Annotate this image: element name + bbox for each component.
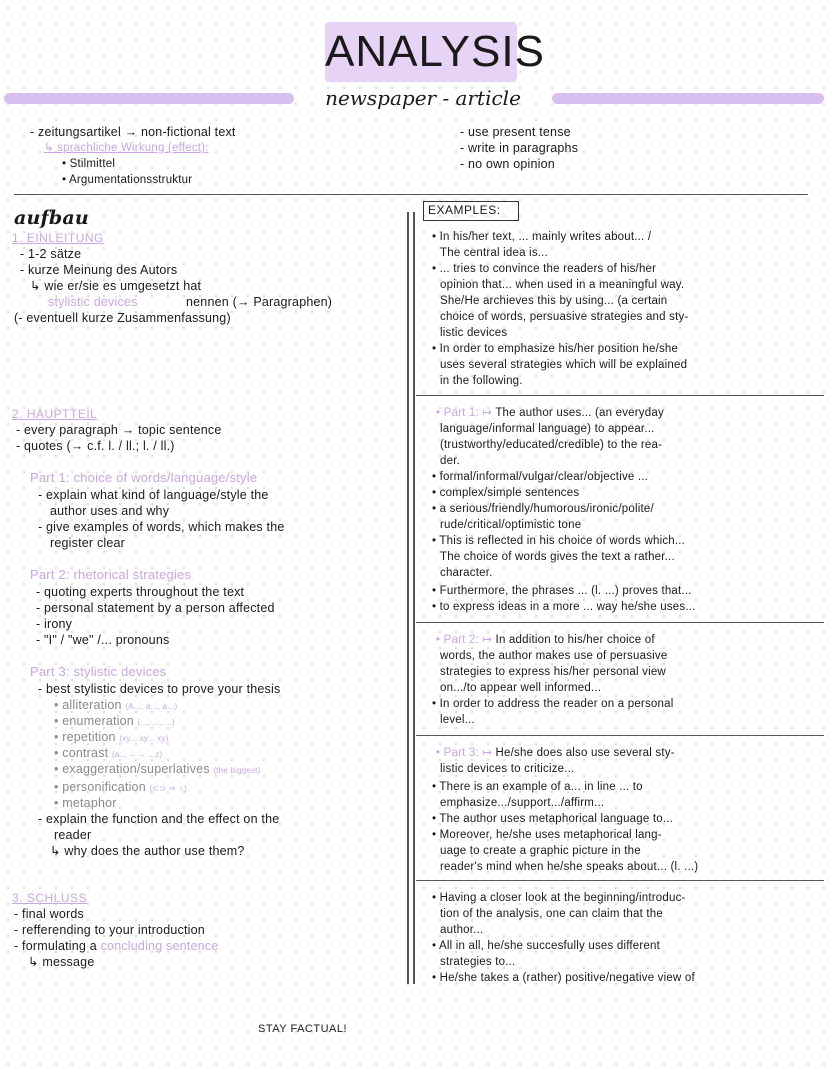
example-line: tion of the analysis, one can claim that the: [440, 908, 663, 920]
example-line: • In order to emphasize his/her position he/she: [432, 343, 679, 355]
part2-line: - quoting experts throughout the text: [36, 585, 245, 599]
part1-title: Part 1: choice of words/language/style: [30, 470, 258, 485]
example-line: • a serious/friendly/humorous/ironic/polite/: [432, 503, 654, 515]
schluss-line: - final words: [14, 907, 84, 921]
part3-tag: • Part 3: ↦: [436, 747, 493, 759]
intro-line: ↳ sprachliche Wirkung (effect):: [44, 142, 209, 154]
example-line: The choice of words gives the text a rather...: [440, 551, 675, 563]
example-line: • In his/her text, ... mainly writes about... /: [432, 231, 652, 243]
example-line: • Moreover, he/she uses metaphorical lang-: [432, 829, 662, 841]
column-divider: [407, 212, 409, 984]
device-item: • metaphor: [54, 796, 117, 810]
example-line: • Part 2: ↦ In addition to his/her choice of: [436, 634, 655, 646]
example-line: opinion that... when used in a meaningful way.: [440, 279, 685, 291]
part1-line: - give examples of words, which makes the: [38, 520, 285, 534]
part3-line: ↳ why does the author use them?: [50, 844, 245, 858]
example-line: • to express ideas in a more ... way he/she uses...: [432, 601, 696, 613]
example-line: choice of words, persuasive strategies and sty-: [440, 311, 689, 323]
example-line: author...: [440, 924, 484, 936]
example-divider: [416, 735, 824, 736]
example-line: • Part 1: ↦ The author uses... (an everyday: [436, 407, 664, 419]
device-item: • contrast (a... ←→ ...z): [54, 746, 163, 760]
example-line: She/He archieves this by using... (a certain: [440, 295, 668, 307]
example-line: • He/she takes a (rather) positive/negative view of: [432, 972, 695, 984]
part2-line: - personal statement by a person affected: [36, 601, 275, 615]
example-line: • Part 3: ↦ He/she does also use several sty-: [436, 747, 675, 759]
einleitung-title: 1. EINLEITUNG: [12, 231, 104, 245]
example-line: level...: [440, 714, 475, 726]
example-line: der.: [440, 455, 460, 467]
schluss-title: 3. SCHLUSS: [12, 891, 88, 905]
example-line: listic devices: [440, 327, 508, 339]
example-line: strategies to...: [440, 956, 516, 968]
intro-rule: - use present tense: [460, 125, 571, 139]
example-line: • This is reflected in his choice of words which...: [432, 535, 686, 547]
example-line: • In order to address the reader on a personal: [432, 698, 674, 710]
part3-line: - explain the function and the effect on the: [38, 812, 280, 826]
example-divider: [416, 395, 824, 396]
example-line: listic devices to criticize...: [440, 763, 575, 775]
example-line: uses several strategies which will be explained: [440, 359, 688, 371]
example-line: • complex/simple sentences: [432, 487, 580, 499]
example-line: The central idea is...: [440, 247, 548, 259]
example-line: in the following.: [440, 375, 523, 387]
stylistic-devices-term: stylistic devices: [48, 295, 138, 309]
schluss-line: - refferending to your introduction: [14, 923, 205, 937]
section-divider: [14, 194, 808, 195]
part2-tag: • Part 2: ↦: [436, 634, 493, 646]
part2-title: Part 2: rhetorical strategies: [30, 567, 192, 582]
example-line: • formal/informal/vulgar/clear/objective ...: [432, 471, 649, 483]
aufbau-heading: aufbau: [14, 207, 89, 229]
example-line: • Having a closer look at the beginning/introduc-: [432, 892, 686, 904]
device-item: • personification (⊂⊃ ⇒ ♀): [54, 780, 188, 794]
einleitung-line: - kurze Meinung des Autors: [20, 263, 178, 277]
device-item: • alliteration (A..., a..., a...): [54, 698, 178, 712]
part1-tag: • Part 1: ↦: [436, 407, 493, 419]
example-line: • The author uses metaphorical language to...: [432, 813, 674, 825]
part1-line: - explain what kind of language/style the: [38, 488, 269, 502]
hauptteil-line: - quotes (→ c.f. l. / ll.; l. / ll.): [16, 439, 175, 453]
page-title: ANALYSIS: [325, 27, 545, 76]
device-item: • enumeration (..., ..., ...): [54, 714, 175, 728]
intro-rule: - no own opinion: [460, 157, 555, 171]
part3-line: reader: [54, 828, 92, 842]
example-line: (trustworthy/educated/credible) to the rea-: [440, 439, 663, 451]
example-line: words, the author makes use of persuasive: [440, 650, 668, 662]
einleitung-line: nennen (→ Paragraphen): [186, 295, 333, 309]
example-line: emphasize.../support.../affirm...: [440, 797, 605, 809]
examples-label: EXAMPLES:: [428, 203, 501, 217]
hauptteil-line: - every paragraph → topic sentence: [16, 423, 222, 437]
concluding-sentence-term: concluding sentence: [100, 939, 219, 953]
example-line: • ... tries to convince the readers of his/her: [432, 263, 657, 275]
column-divider: [413, 212, 415, 984]
schluss-line: - formulating a concluding sentence: [14, 939, 219, 953]
page-subtitle: newspaper - article: [325, 86, 521, 110]
einleitung-line: ↳ wie er/sie es umgesetzt hat: [30, 279, 202, 293]
part1-line: register clear: [50, 536, 126, 550]
einleitung-line: - 1-2 sätze: [20, 247, 82, 261]
intro-line: • Stilmittel: [62, 158, 116, 170]
einleitung-line: (- eventuell kurze Zusammenfassung): [14, 311, 231, 325]
footer-note: STAY FACTUAL!: [258, 1023, 348, 1035]
part1-line: author uses and why: [50, 504, 170, 518]
example-divider: [416, 880, 824, 881]
device-item: • exaggeration/superlatives (the biggest): [54, 762, 261, 776]
example-line: • Furthermore, the phrases ... (l. ...) proves that...: [432, 585, 692, 597]
example-line: • All in all, he/she succesfully uses different: [432, 940, 660, 952]
intro-rule: - write in paragraphs: [460, 141, 579, 155]
intro-line: • Argumentationsstruktur: [62, 174, 193, 186]
intro-line: - zeitungsartikel → non-fictional text: [30, 125, 236, 139]
schluss-line: ↳ message: [28, 955, 95, 969]
part2-line: - irony: [36, 617, 73, 631]
part2-line: - "I" / "we" /... pronouns: [36, 633, 170, 647]
example-divider: [416, 622, 824, 623]
hauptteil-title: 2. HAUPTTEIL: [12, 407, 98, 421]
example-line: language/informal language) to appear...: [440, 423, 655, 435]
part3-lead: - best stylistic devices to prove your thesis: [38, 682, 281, 696]
example-line: uage to create a graphic picture in the: [440, 845, 641, 857]
example-line: rude/critical/optimistic tone: [440, 519, 582, 531]
example-line: strategies to express his/her personal view: [440, 666, 666, 678]
example-line: character.: [440, 567, 493, 579]
left-header-band: [4, 93, 294, 104]
right-header-band: [552, 93, 824, 104]
part3-title: Part 3: stylistic devices: [30, 664, 167, 679]
device-item: • repetition (xy... xy... xy): [54, 730, 169, 744]
example-line: • There is an example of a... in line ... to: [432, 781, 643, 793]
example-line: on.../to appear well informed...: [440, 682, 602, 694]
example-line: reader's mind when he/she speaks about... (l. ...): [440, 861, 699, 873]
